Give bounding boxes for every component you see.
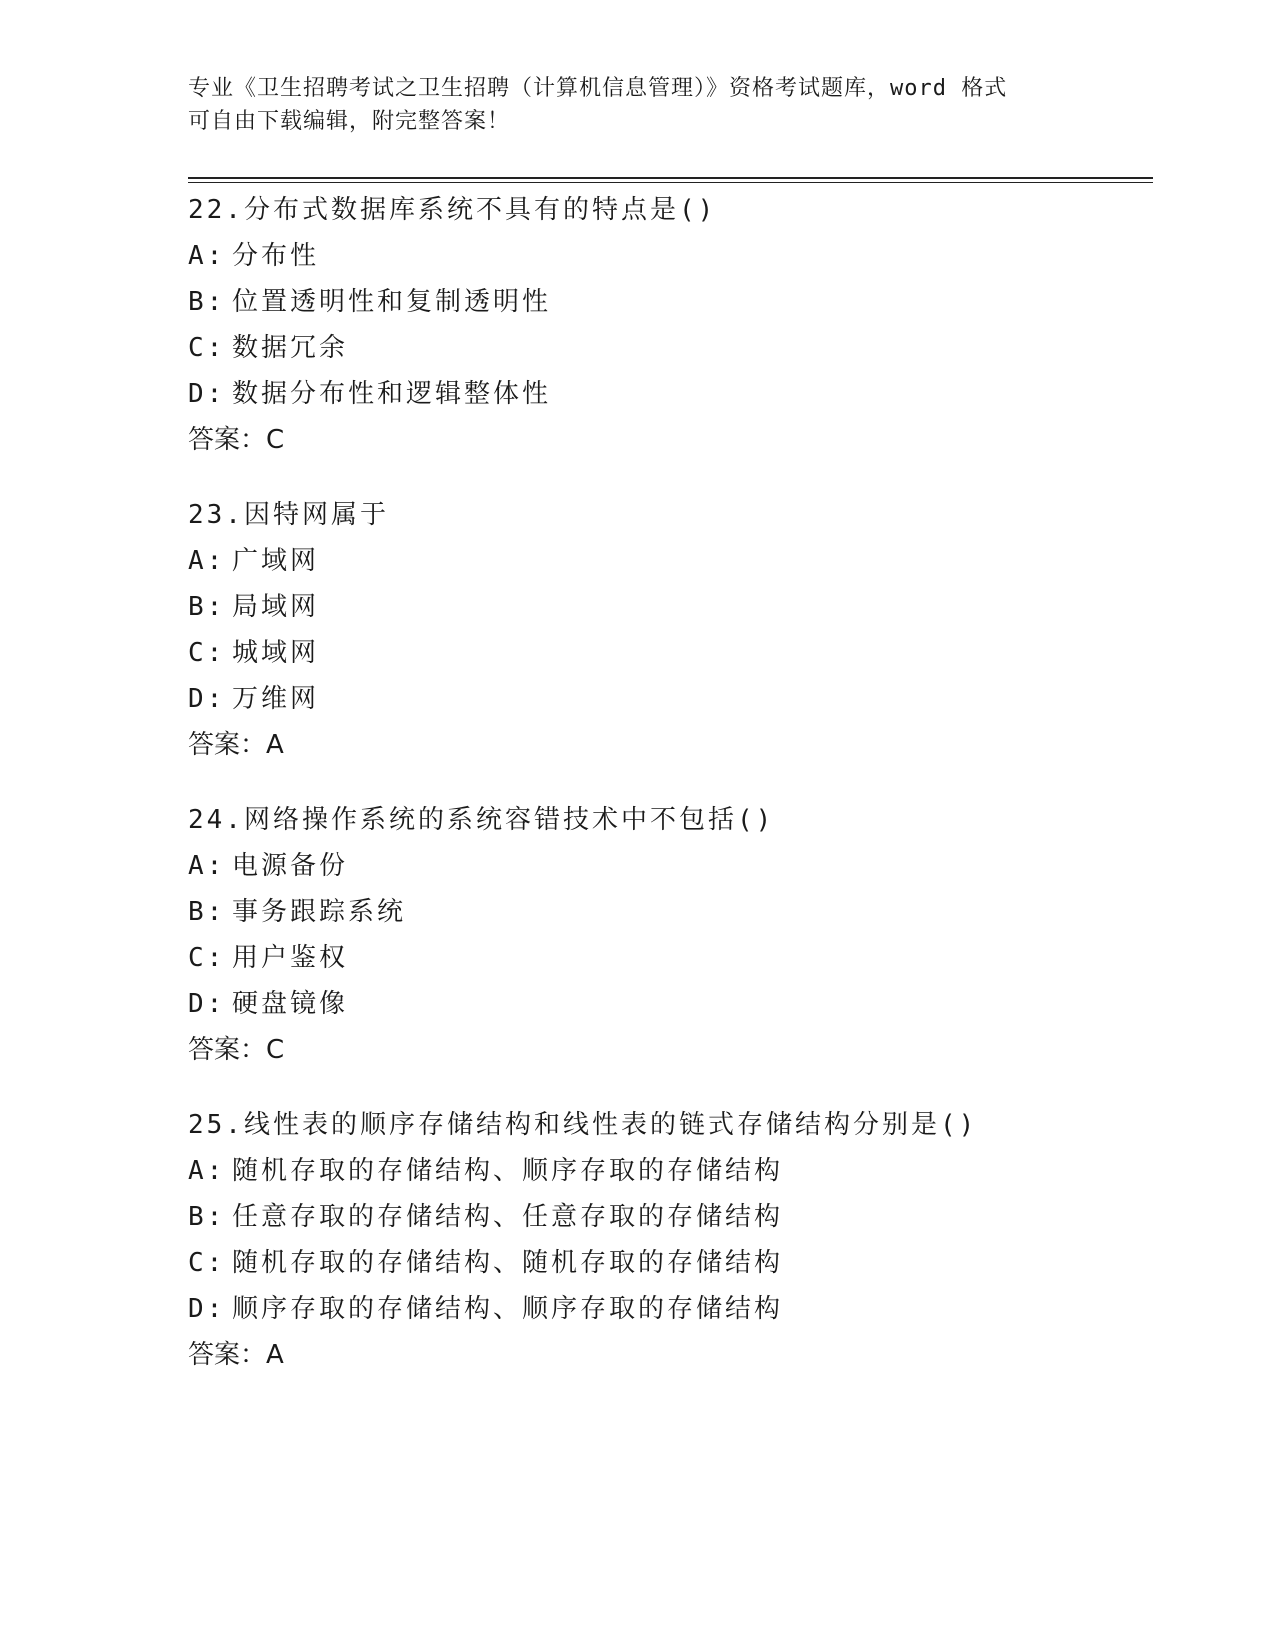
- header-divider-thin: [188, 182, 1153, 183]
- option-a: [188, 843, 1148, 889]
- answer-line: 答案：A: [188, 1340, 284, 1370]
- option-c: [188, 630, 1148, 676]
- option-text: 局域网: [232, 592, 320, 622]
- question-24: [188, 797, 1148, 1073]
- answer-line: 答案：A: [188, 730, 284, 760]
- option-letter: C:: [188, 333, 226, 363]
- option-text: 万维网: [232, 684, 320, 714]
- question-stem: 24.网络操作系统的系统容错技术中不包括(): [188, 805, 775, 835]
- option-text: 数据冗余: [232, 333, 349, 363]
- option-text: 电源备份: [232, 851, 349, 881]
- option-c: [188, 325, 1148, 371]
- option-b: [188, 1194, 1148, 1240]
- question-stem: 22.分布式数据库系统不具有的特点是(): [188, 195, 717, 225]
- option-c: [188, 1240, 1148, 1286]
- option-letter: C:: [188, 638, 226, 668]
- option-letter: D:: [188, 684, 226, 714]
- option-b: [188, 889, 1148, 935]
- option-a: [188, 233, 1148, 279]
- option-letter: B:: [188, 592, 226, 622]
- option-text: 随机存取的存储结构、顺序存取的存储结构: [232, 1156, 784, 1186]
- option-text: 位置透明性和复制透明性: [232, 287, 552, 317]
- option-text: 顺序存取的存储结构、顺序存取的存储结构: [232, 1294, 784, 1324]
- option-text: 用户鉴权: [232, 943, 349, 973]
- option-d: [188, 371, 1148, 417]
- header-divider-thick: [188, 177, 1153, 179]
- option-b: [188, 279, 1148, 325]
- option-letter: A:: [188, 546, 226, 576]
- option-letter: A:: [188, 1156, 226, 1186]
- option-letter: B:: [188, 1202, 226, 1232]
- option-text: 随机存取的存储结构、随机存取的存储结构: [232, 1248, 784, 1278]
- question-stem: 23.因特网属于: [188, 500, 389, 530]
- option-letter: A:: [188, 241, 226, 271]
- option-d: [188, 981, 1148, 1027]
- option-b: [188, 584, 1148, 630]
- option-c: [188, 935, 1148, 981]
- header-line-1: 专业《卫生招聘考试之卫生招聘（计算机信息管理）》资格考试题库，word 格式: [188, 76, 1008, 101]
- option-d: [188, 1286, 1148, 1332]
- option-text: 分布性: [232, 241, 320, 271]
- document-header: [188, 72, 1068, 138]
- question-22: [188, 187, 1148, 463]
- answer-line: 答案：C: [188, 1035, 285, 1065]
- option-text: 硬盘镜像: [232, 989, 349, 1019]
- option-text: 广域网: [232, 546, 320, 576]
- option-text: 数据分布性和逻辑整体性: [232, 379, 552, 409]
- question-23: [188, 492, 1148, 768]
- option-text: 城域网: [232, 638, 320, 668]
- option-d: [188, 676, 1148, 722]
- header-line-2: 可自由下载编辑，附完整答案！: [188, 109, 511, 134]
- question-25: [188, 1102, 1148, 1378]
- option-text: 事务跟踪系统: [232, 897, 407, 927]
- option-a: [188, 538, 1148, 584]
- option-a: [188, 1148, 1148, 1194]
- option-letter: A:: [188, 851, 226, 881]
- question-stem: 25.线性表的顺序存储结构和线性表的链式存储结构分别是(): [188, 1110, 978, 1140]
- option-letter: C:: [188, 1248, 226, 1278]
- option-letter: D:: [188, 1294, 226, 1324]
- option-letter: D:: [188, 379, 226, 409]
- answer-line: 答案：C: [188, 425, 285, 455]
- option-letter: C:: [188, 943, 226, 973]
- option-text: 任意存取的存储结构、任意存取的存储结构: [232, 1202, 784, 1232]
- option-letter: B:: [188, 287, 226, 317]
- option-letter: B:: [188, 897, 226, 927]
- option-letter: D:: [188, 989, 226, 1019]
